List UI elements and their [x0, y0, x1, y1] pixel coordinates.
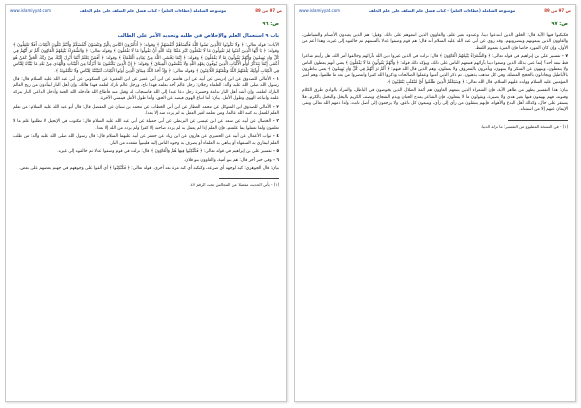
paragraph-text: الخصال عن أبيه عن سعد عن ابن عيسى عن البزنطي عن أبي جميلة عن أبي عبد الله عليه السلام قال: مكتوب في الإنجيل لا تطلبوا علم ما لا تعلمون ولما تعملوا بما علمتم، فإن العلم إذا لم يعمل به لم يزدد صاحبه إلا كفرا ولم يزدد من الله إلا بعدا.: [13, 119, 279, 131]
text-paragraph: [302, 88, 568, 114]
paragraph-text: الآيات: قوله تعالى: ﴿ وَلَا تَكُونُوا كَالَّذِينَ نَسُوا اللَّهَ فَأَنْسَاهُمْ أَنْفُسَهُمْ ﴾ وقوله: ﴿ أَتَأْمُرُونَ النَّاسَ بِالْبِرِّ وَتَنْسَوْنَ أَنْفُسَكُمْ وَأَنْتُمْ تَتْلُونَ الْكِتَابَ أَفَلَا تَعْقِلُونَ ﴾ وقوله: ﴿ يَا أَيُّهَا الَّذِينَ آمَنُوا لِمَ تَقُولُونَ مَا لَا تَفْعَلُونَ كَبُرَ مَقْتًا عِنْدَ اللَّهِ أَنْ تَقُولُوا مَا لَا تَفْعَلُونَ ﴾ وقوله تعالى: ﴿ وَالشُّعَرَاءُ يَتَّبِعُهُمُ الْغَاوُونَ أَلَمْ تَرَ أَنَّهُمْ فِي كُلِّ وَادٍ يَهِيمُونَ وَأَنَّهُمْ يَقُولُونَ مَا لَا يَفْعَلُونَ ﴾ وقوله: ﴿ إِنَّمَا يَخْشَى اللَّهَ مِنْ عِبَادِهِ الْعُلَمَاءُ ﴾ وقوله: ﴿ أَفَمَنْ يَعْلَمُ أَنَّمَا أُنْزِلَ إِلَيْكَ مِنْ رَبِّكَ الْحَقُّ كَمَنْ هُوَ أَعْمَى إِنَّمَا يَتَذَكَّرُ أُولُو الْأَلْبَابِ الَّذِينَ يُوفُونَ بِعَهْدِ اللَّهِ وَلَا يَنْقُضُونَ الْمِيثَاقَ ﴾ وقوله: ﴿ إِنَّ الَّذِينَ يَكْتُمُونَ مَا أَنْزَلْنَا مِنَ الْبَيِّنَاتِ وَالْهُدَى مِنْ بَعْدِ مَا بَيَّنَّاهُ لِلنَّاسِ فِي الْكِتَابِ أُولَئِكَ يَلْعَنُهُمُ اللَّهُ وَيَلْعَنُهُمُ اللَّاعِنُونَ ﴾ وقوله تعالى: ﴿ وَإِذْ أَخَذَ اللَّهُ مِيثَاقَ الَّذِينَ أُوتُوا الْكِتَابَ لَتُبَيِّنُنَّهُ لِلنَّاسِ وَلَا تَكْتُمُونَهُ ﴾.: [13, 43, 279, 74]
text-paragraph: [13, 166, 279, 172]
chapter-title: باب ٩ استعمال العلم والإخلاص في طلبه وتحديد الأمر على الطالب: [117, 33, 279, 39]
item-number: ١ -: [272, 77, 279, 83]
paragraph-text: الأمالي للصدوق ابن المتوكل عن محمد العطار عن ابن أبي الخطاب عن محمد بن سنان عن المفضل قال: قال أبو عبد الله عليه السلام: من تعلم العلم للعمل به كتبه الله عالما، ومن تعلمه لغير العمل به لم يزدد منه إلا بعدا.: [13, 104, 279, 117]
text-paragraph: [13, 43, 279, 75]
page-header: [6, 5, 286, 15]
paragraph-list: [13, 43, 279, 172]
header-site-link[interactable]: www.islamiyyat.com: [10, 7, 52, 13]
text-paragraph: [302, 33, 568, 52]
paragraph-text: ثواب الأعمال عن أبيه عن الحميري عن هارون عن ابن زياد عن جعفر عن أبيه عليهما السلام قال: قال رسول الله صلى الله عليه وآله: من طلب العلم ليماري به السفهاء أو يباهي به العلماء أو يصرف به وجوه الناس إليه فليتبوأ مقعده من النار.: [13, 134, 279, 146]
hadith-paragraph: [13, 105, 279, 118]
header-book-title: موسوعة الشاملة (عطاءات العلم) - كتاب فضل علم السلف على علم الخلف: [80, 7, 227, 13]
page-content: [295, 15, 575, 130]
item-number: ٧ -: [561, 54, 568, 60]
paragraph-text: بيان: قال الجوهري: كبه لوجهه أي صرعه، وكبكبه أي كبه مرة بعد أخرى. قوله تعالى: ﴿ فَكُبْكِبُوا ﴾ أي ألقوا على وجوههم في جهنم بعضهم على بعض.: [19, 165, 279, 171]
hadith-paragraph: [13, 149, 279, 155]
page-content: [6, 15, 286, 188]
paragraph-text: الأمالي للصدوق عن ابن إدريس عن أبيه عن ابن هاشم عن ابن أبي عمير عن ابن المغيرة عن السكوني عن أبي عبد الله عليه السلام قال: قال رسول الله صلى الله عليه وآله: العلماء رجلان: رجل عالم آخذ بعلمه فهذا ناج، ورجل عالم تارك لعلمه فهذا هالك، وإن أهل النار ليتأذون من ريح العالم التارك لعلمه، وإن أشد أهل النار ندامة وحسرة رجل دعا عبدا إلى الله فاستجاب له وقبل منه فأطاع الله فأدخله الله الجنة وأدخل الداعي النار بتركه علمه واتباعه الهوى وطول الأمل. بيان: أما اتباع الهوى فيصد عن الحق، وأما طول الأمل فينسي الآخرة.: [13, 77, 279, 102]
paragraph-text: تفسير علي بن إبراهيم في قوله تعالى: ﴿ وَالشُّعَرَاءُ يَتَّبِعُهُمُ الْغَاوُونَ ﴾ قال: نزلت في الذين غيروا دين الله بآرائهم وخالفوا أمر الله، هل رأيتم شاعرا قط تبعه أحد؟ إنما عنى بذلك الذين وضعوا دينا بآرائهم فتبعهم الناس على ذلك، ويؤكد ذلك قوله: ﴿ وَأَنَّهُمْ يَقُولُونَ مَا لَا يَفْعَلُونَ ﴾ يعني أنهم يعظون الناس ولا يتعظون، وينهون عن المنكر ولا ينتهون، ويأمرون بالمعروف ولا يعملون، وهم الذين قال الله فيهم: ﴿ أَلَمْ تَرَ أَنَّهُمْ فِي كُلِّ وَادٍ يَهِيمُونَ ﴾ يعني يناظرون بالأباطيل ويجادلون بالحجج المضلة، وفي كل مذهب يذهبون. ثم ذكر الذين آمنوا وعملوا الصالحات وذكروا الله كثيرا وانتصروا من بعد ما ظلموا، وهم أمير المؤمنين عليه السلام وولده عليهم السلام، قال الله تعالى: ﴿ وَسَيَعْلَمُ الَّذِينَ ظَلَمُوا أَيَّ مُنْقَلَبٍ يَنْقَلِبُونَ ﴾.: [302, 54, 568, 85]
header-page-number: ص 97 من 89: [255, 7, 282, 13]
footnote-divider: [508, 120, 568, 121]
hadith-paragraph: [13, 134, 279, 147]
item-number: ٣ -: [272, 119, 279, 125]
hadith-paragraph: [13, 77, 279, 103]
footnote: (١) - يأتي الحديث مفصلا عن المجالس تحت الرقم ٤٧.: [189, 182, 279, 188]
header-book-title: موسوعة الشاملة (عطاءات العلم) - كتاب فضل علم السلف على علم الخلف: [369, 7, 516, 13]
footnote: (١) - في النسخة المطبوع من التفسير: ما نزلة الدنيا.: [480, 123, 568, 129]
page-header: [295, 5, 575, 15]
paragraph-text: فكبكبوا فيها الآية قال: الخلق الذين ابتدعوا دينا، وعبدوه بغير علم، والغاوون الذين اتبعوهم على ذلك. وقيل: هم الذين يعبدون الأصنام والشياطين، والغاوون الذين يتبعونهم وينصرونهم. وقد روي عن أبي عبد الله عليه السلام أنه قال: هم قوم وصفوا عدلا بألسنتهم ثم خالفوه إلى غيره، وهذا أعم من الأول، وإن كان المورد خاصا فإن العبرة بعموم اللفظ.: [302, 33, 568, 51]
item-number: ٦ -: [273, 157, 279, 163]
paragraph-text: بيان: هذا التفسير يظهر من ظاهر الآية، فإن الشعراء الذين يتبعهم الغاوون هم أئمة الضلال الذين يخوضون في الباطل، والمراد بالوادي طرق الكلام وفنونه، فهم يهيمون فيها بغير هدى ولا بصيرة، ويقولون ما لا يفعلون، فإن الشاعر يمدح الجبان ويذم الشجاع، ويصف الكريم بالبخل والبخيل بالكرم، فلا يستقر على حال، وكذلك أهل البدع والأهواء، فإنهم ينتقلون من رأي إلى رأي، ويتبعون كل ناعق، ولا يرجعون إلى أصل ثابت، ولذا ذمهم الله تعالى ونفى الإيمان عنهم إلا من استثناه.: [302, 88, 568, 113]
paragraph-text: وفي خبر آخر قال: هم بنو أمية، والغاوون بنو فلان.: [183, 157, 272, 163]
hadith-paragraph: [302, 54, 568, 86]
item-number: ٤ -: [272, 134, 280, 140]
footnote-divider: [219, 178, 279, 179]
hadith-paragraph: [13, 158, 279, 164]
item-number: ٢ -: [272, 104, 279, 110]
paragraph-text: تفسير علي بن إبراهيم في قوله تعالى: ﴿ فَكُبْكِبُوا فِيهَا هُمْ وَالْغَاوُونَ ﴾ قال: نزلت في قوم وصفوا عدلا ثم خالفوه إلى غيره.: [57, 149, 272, 155]
document-page-left: [5, 4, 287, 402]
header-site-link[interactable]: www.islamiyyat.com: [299, 7, 341, 13]
page-label: ص: ٩٧: [551, 21, 568, 27]
hadith-paragraph: [13, 119, 279, 132]
page-label: ص: ٩٦: [262, 21, 279, 27]
paragraph-list: [302, 33, 568, 114]
document-page-right: [294, 4, 576, 402]
item-number: ٥ -: [273, 149, 279, 155]
header-page-number: ص 97 من 89: [544, 7, 571, 13]
